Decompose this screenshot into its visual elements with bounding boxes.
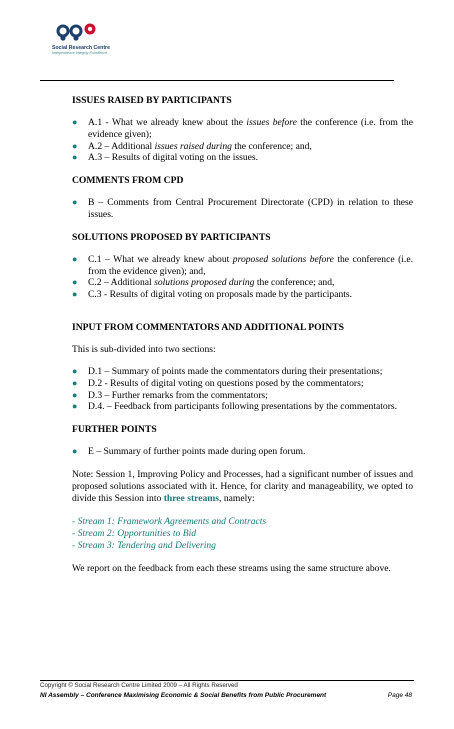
header-rule <box>40 80 394 81</box>
commentators-list <box>72 366 413 413</box>
list-item <box>72 390 413 402</box>
item-text: A.3 – Results of digital voting on the issues. <box>88 152 259 164</box>
bullet-icon: ● <box>72 152 78 163</box>
streams-list <box>72 516 413 552</box>
item-text: B – Comments from Central Procurement Directorate (CPD) in relation to these issues. <box>88 197 413 220</box>
list-item <box>72 254 413 278</box>
cpd-list <box>72 197 413 221</box>
issues-list <box>72 117 413 164</box>
page-number: Page 48 <box>387 692 412 699</box>
logo-mark-icon <box>54 22 98 44</box>
logo-name: Social Research Centre <box>52 45 110 51</box>
logo <box>52 22 122 55</box>
list-item <box>72 378 413 390</box>
item-emphasis: issues before <box>246 117 297 128</box>
bullet-icon: ● <box>72 253 78 264</box>
list-item <box>72 446 413 458</box>
note-paragraph <box>72 469 413 505</box>
item-text: E – Summary of further points made during open forum. <box>88 446 306 458</box>
list-item <box>72 401 413 413</box>
issues-heading: ISSUES RAISED BY PARTICIPANTS <box>72 95 232 106</box>
item-text: D.2 - Results of digital voting on questions posed by the commentators; <box>88 377 364 389</box>
page-content <box>72 95 413 575</box>
cpd-heading: COMMENTS FROM CPD <box>72 175 184 187</box>
list-item <box>72 289 413 301</box>
bullet-icon: ● <box>72 377 78 388</box>
bullet-icon: ● <box>72 365 78 376</box>
bullet-icon: ● <box>72 289 78 300</box>
item-text: A.2 – Additional <box>88 140 155 152</box>
further-list <box>72 446 413 458</box>
item-text: C.1 – What we already knew about <box>88 253 233 265</box>
commentators-heading: INPUT FROM COMMENTATORS AND ADDITIONAL POINTS <box>72 321 344 333</box>
item-text: A.1 - What we already knew about the <box>88 117 247 128</box>
list-item <box>72 141 413 153</box>
solutions-heading: SOLUTIONS PROPOSED BY PARTICIPANTS <box>72 231 271 243</box>
footer-title: NI Assembly – Conference Maximising Economic & Social Benefits from Public Procurement <box>40 692 327 699</box>
item-text: C.3 - Results of digital voting on proposals made by the participants. <box>88 289 353 301</box>
note-text: , namely: <box>219 492 255 504</box>
bullet-icon: ● <box>72 117 78 127</box>
solutions-list <box>72 254 413 301</box>
item-text: C.2 – Additional <box>88 277 155 289</box>
logo-tagline: Independence Integrity Excellence <box>52 51 107 55</box>
item-emphasis: solutions proposed during <box>154 277 255 289</box>
footer-rule <box>40 680 414 681</box>
item-text: the conference; and, <box>254 277 335 289</box>
stream-item: - Stream 3: Tendering and Delivering <box>72 539 216 551</box>
bullet-icon: ● <box>72 140 78 151</box>
closing-paragraph: We report on the feedback from each these streams using the same structure above. <box>72 562 391 574</box>
bullet-icon: ● <box>72 277 78 288</box>
stream-item: - Stream 2: Opportunities to Bid <box>72 527 197 539</box>
item-text: D.3 – Further remarks from the commentators; <box>88 389 268 401</box>
footer-title-row <box>40 692 414 699</box>
bullet-icon: ● <box>72 401 78 412</box>
item-text: the conference; and, <box>231 140 312 152</box>
bullet-icon: ● <box>72 389 78 400</box>
item-emphasis: issues raised during <box>154 140 232 152</box>
list-item <box>72 117 413 141</box>
bullet-icon: ● <box>72 197 78 208</box>
note-text: Note: Session 1, Improving Policy and Processes, had a significant number of issues and proposed solutions associated with it. Hence, for clarity and manageability, we opted to divide this Session into <box>72 468 413 504</box>
note-highlight: three streams <box>163 492 220 504</box>
item-text: the conference (i.e. from the evidence given); <box>88 117 413 140</box>
item-emphasis: proposed solutions before <box>232 253 334 265</box>
footer-copyright: Copyright © Social Research Centre Limited 2009 – All Rights Reserved <box>40 682 238 689</box>
stream-item: - Stream 1: Framework Agreements and Contracts <box>72 515 267 527</box>
commentators-intro: This is sub-divided into two sections: <box>72 343 216 355</box>
list-item <box>72 366 413 378</box>
list-item <box>72 197 413 221</box>
list-item <box>72 152 413 164</box>
item-text: D.4. – Feedback from participants following presentations by the commentators. <box>88 401 398 413</box>
bullet-icon: ● <box>72 446 78 457</box>
item-text: D.1 – Summary of points made the commentators during their presentations; <box>88 365 383 377</box>
further-heading: FURTHER POINTS <box>72 424 157 436</box>
item-text: the conference (i.e. from the evidence given); and, <box>88 253 413 277</box>
list-item <box>72 277 413 289</box>
